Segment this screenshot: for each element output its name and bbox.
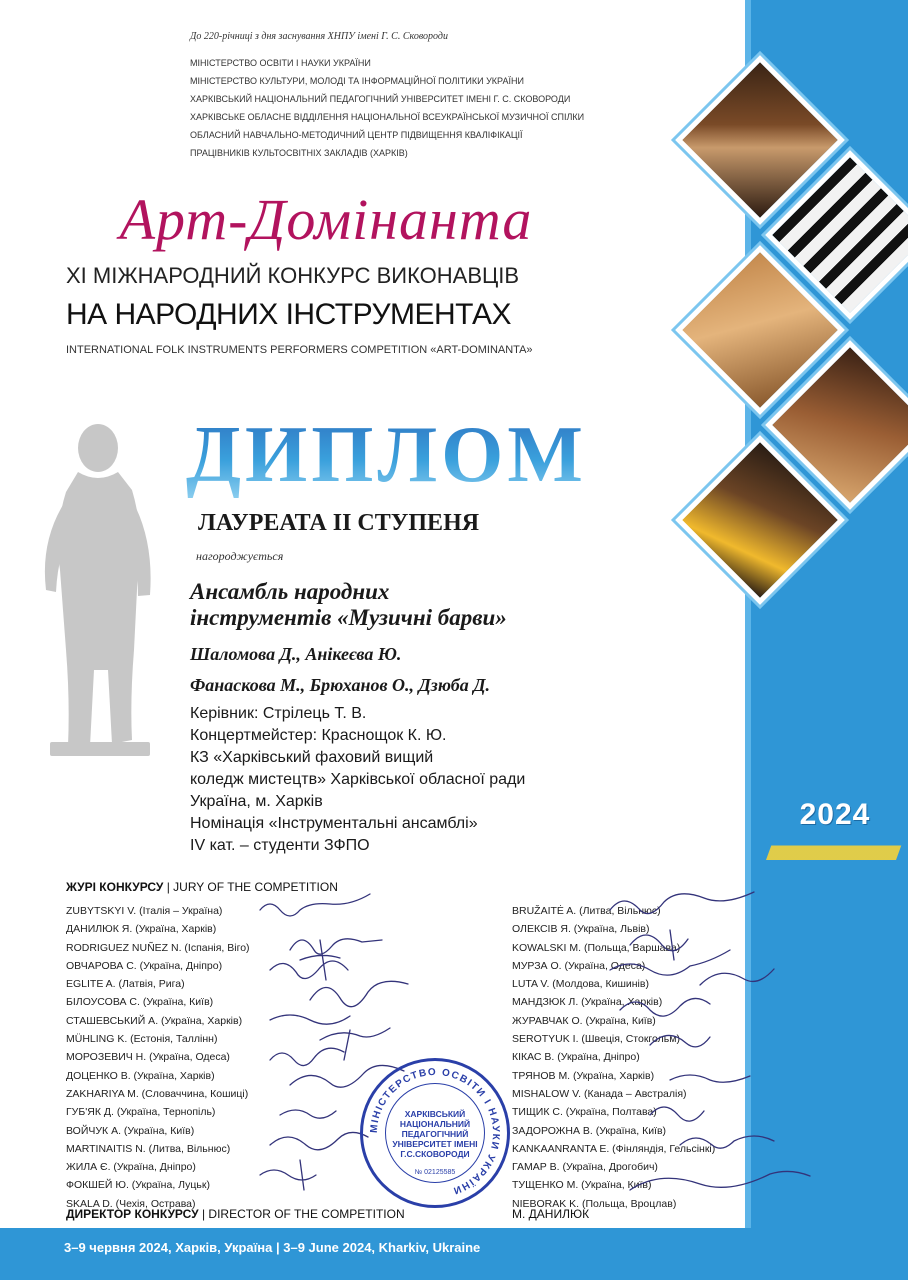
director-label-ua: ДИРЕКТОР КОНКУРСУ [66,1207,199,1221]
jury-member: ФОКШЕЙ Ю. (Україна, Луцьк) [66,1179,210,1192]
jury-title-ua: ЖУРІ КОНКУРСУ [66,880,164,894]
jury-member: БІЛОУСОВА С. (Україна, Київ) [66,996,214,1009]
jury-member: КІКАС В. (Україна, Дніпро) [512,1051,640,1064]
ensemble-members-line1: Шаломова Д., Анікеєва Ю. [190,644,402,664]
organizer-item: МІНІСТЕРСТВО КУЛЬТУРИ, МОЛОДІ ТА ІНФОРМАЦІЙНОЇ ПОЛІТИКИ УКРАЇНИ [190,76,524,86]
jury-member: KANKAANRANTA E. (Фінляндія, Гельсінкі) [512,1142,716,1155]
jury-member: ТУЩЕНКО М. (Україна, Київ) [512,1179,652,1192]
ensemble-name-line1: Ансамбль народних [190,579,390,604]
jury-title: ЖУРІ КОНКУРСУ | JURY OF THE COMPETITION [66,880,338,894]
laureate-degree: ЛАУРЕАТА ІІ СТУПЕНЯ [198,510,480,536]
accompanist-line: Концертмейстер: Краснощок К. Ю. [190,727,447,744]
jury-list-left [66,902,250,1213]
category-line: IV кат. – студенти ЗФПО [190,837,370,854]
organizer-item: ПРАЦІВНИКІВ КУЛЬТОСВІТНІХ ЗАКЛАДІВ (ХАРКІВ) [190,148,408,158]
jury-member: KOWALSKI M. (Польща, Варшава) [512,941,681,954]
competition-title-line2: НА НАРОДНИХ ІНСТРУМЕНТАХ [66,298,512,331]
jury-member: MÜHLING K. (Естонія, Таллінн) [66,1033,218,1046]
jury-member: ДОЦЕНКО В. (Україна, Харків) [66,1069,215,1082]
year-badge: 2024 [799,798,871,831]
ukraine-flag-stroke [766,838,904,860]
jury-member: ОВЧАРОВА С. (Україна, Дніпро) [66,959,223,972]
seal-center-text: ХАРКІВСЬКИЙ НАЦІОНАЛЬНИЙ ПЕДАГОГІЧНИЙ УНІВЕРСИТЕТ ІМЕНІ Г.С.СКОВОРОДИ [392,1109,478,1159]
jury-member: МУРЗА О. (Україна, Одеса) [512,959,646,972]
director-label: ДИРЕКТОР КОНКУРСУ | DIRECTOR OF THE COMPETITION [66,1207,405,1221]
awarded-label: нагороджується [196,549,284,563]
nomination-line: Номінація «Інструментальні ансамблі» [190,815,478,832]
director-label-en: DIRECTOR OF THE COMPETITION [208,1207,405,1221]
jury-member: MISHALOW V. (Канада – Австралія) [512,1087,687,1100]
diploma-heading: ДИПЛОМ [186,411,587,499]
jury-member: ДАНИЛЮК Я. (Україна, Харків) [66,923,217,936]
jury-member: ЖИЛА Є. (Україна, Дніпро) [66,1161,196,1174]
jury-member: ZAKHARIYA M. (Словаччина, Кошиці) [66,1087,249,1100]
jury-list-right [512,902,715,1213]
ensemble-name-line2: інструментів «Музичні барви» [190,605,507,630]
jury-member: ЗАДОРОЖНА В. (Україна, Київ) [512,1124,667,1137]
jury-member: МОРОЗЕВИЧ Н. (Україна, Одеса) [66,1051,230,1064]
statue-illustration [20,420,170,760]
jury-member: ГУБ'ЯК Д. (Україна, Тернопіль) [66,1106,216,1119]
competition-brand-logo: Арт-Домінанта [119,187,533,252]
jury-member: ZUBYTSKYI V. (Італія – Україна) [66,905,223,917]
award-details [190,703,525,857]
jury-member: MARTINAITIS N. (Литва, Вільнюс) [66,1142,231,1155]
institution-line: коледж мистецтв» Харківської обласної ради [190,771,526,788]
jury-member: ВОЙЧУК А. (Україна, Київ) [66,1124,195,1137]
jury-member: LUTA V. (Молдова, Кишинів) [512,978,649,991]
jury-member: ГАМАР В. (Україна, Дрогобич) [512,1161,658,1174]
jury-member: RODRIGUEZ NUÑEZ N. (Іспанія, Віго) [66,941,250,954]
anniversary-note: До 220-річниці з дня заснування ХНПУ імені Г. С. Сковороди [190,31,448,42]
jury-member: SKALA D. (Чехія, Острава) [66,1197,196,1210]
footer-bar [0,1228,908,1280]
location-line: Україна, м. Харків [190,793,323,810]
university-seal [360,1058,510,1208]
jury-member: ОЛЕКСІВ Я. (Україна, Львів) [512,923,650,936]
jury-member: СТАШЕВСЬКИЙ А. (Україна, Харків) [66,1014,243,1027]
director-name: М. ДАНИЛЮК [512,1207,590,1221]
event-dates: 3–9 червня 2024, Харків, Україна | 3–9 June 2024, Kharkiv, Ukraine [64,1240,481,1255]
organizer-item: ОБЛАСНИЙ НАВЧАЛЬНО-МЕТОДИЧНИЙ ЦЕНТР ПІДВИЩЕННЯ КВАЛІФІКАЦІЇ [190,130,523,140]
organizer-item: ХАРКІВСЬКЕ ОБЛАСНЕ ВІДДІЛЕННЯ НАЦІОНАЛЬНОЇ ВСЕУКРАЇНСЬКОЇ МУЗИЧНОЇ СПІЛКИ [190,112,585,122]
jury-member: ЖУРАВЧАК О. (Україна, Київ) [512,1014,656,1027]
organizer-item: ХАРКІВСЬКИЙ НАЦІОНАЛЬНИЙ ПЕДАГОГІЧНИЙ УНІВЕРСИТЕТ ІМЕНІ Г. С. СКОВОРОДИ [190,94,571,104]
jury-member: EGLITE A. (Латвія, Рига) [66,978,185,991]
leader-line: Керівник: Стрілець Т. В. [190,705,367,722]
ensemble-members-line2: Фанаскова М., Брюханов О., Дзюба Д. [190,675,491,695]
competition-title-line1: ХІ МІЖНАРОДНИЙ КОНКУРС ВИКОНАВЦІВ [66,263,520,288]
jury-member: NIEBORAK K. (Польща, Вроцлав) [512,1197,677,1210]
seal-number: № 02125585 [414,1169,456,1176]
jury-title-en: JURY OF THE COMPETITION [173,880,338,894]
jury-member: ТРЯНОВ М. (Україна, Харків) [512,1069,655,1082]
jury-member: BRUŽAITĖ A. (Литва, Вільнюс) [512,905,661,917]
organizers-list [190,54,584,162]
institution-line: КЗ «Харківський фаховий вищий [190,749,434,766]
jury-member: SEROTYUK I. (Швеція, Стокгольм) [512,1033,680,1046]
competition-title-english: INTERNATIONAL FOLK INSTRUMENTS PERFORMERS COMPETITION «ART-DOMINANTA» [66,344,533,356]
organizer-item: МІНІСТЕРСТВО ОСВІТИ І НАУКИ УКРАЇНИ [190,58,371,68]
jury-member: МАНДЗЮК Л. (Україна, Харків) [512,996,663,1009]
jury-member: ТИЩИК С. (Україна, Полтава) [512,1106,657,1119]
seal-ring-caption: МІНІСТЕРСТВО ОСВІТИ І НАУКИ УКРАЇНИ [368,1066,502,1197]
